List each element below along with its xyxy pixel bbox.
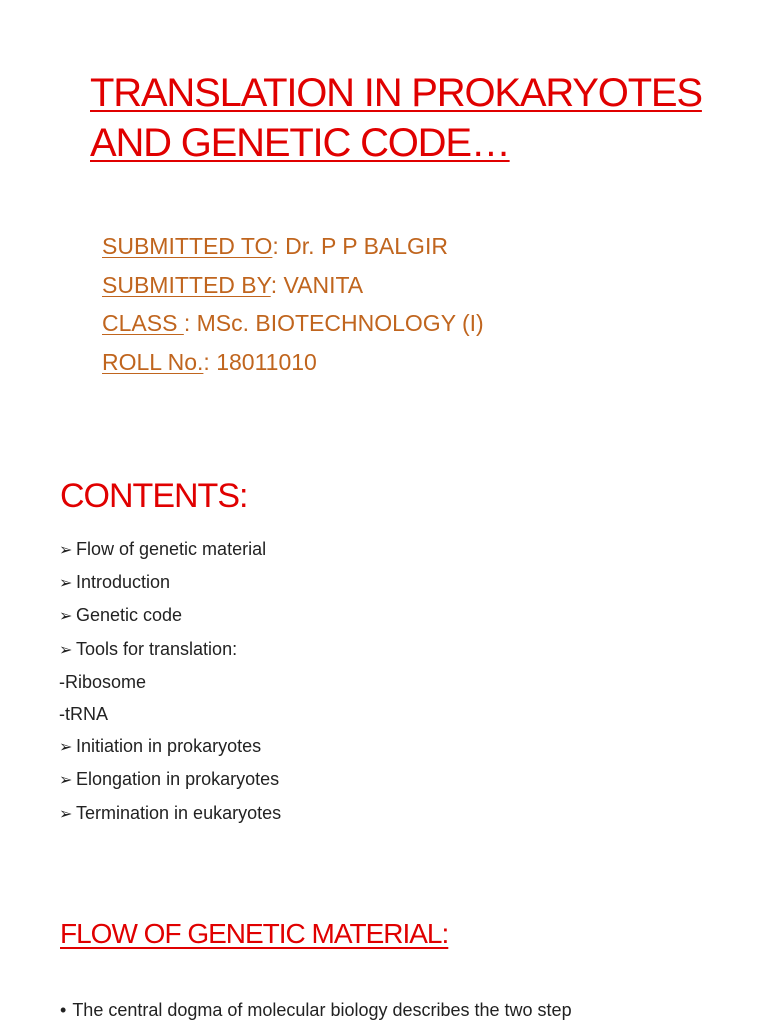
contents-item-text: -Ribosome (59, 671, 147, 692)
submitted-by-value: : VANITA (270, 271, 364, 298)
contents-subitem (59, 698, 281, 730)
contents-heading: CONTENTS: (60, 477, 248, 515)
contents-item (59, 730, 281, 763)
roll-no-label: ROLL No. (102, 348, 204, 375)
arrow-bullet-icon: ➢ (59, 540, 73, 559)
contents-item (59, 599, 281, 632)
submitted-by-label: SUBMITTED BY (102, 271, 271, 298)
class-row (102, 304, 484, 343)
contents-item (59, 533, 281, 566)
title-line-1: TRANSLATION IN PROKARYOTES (90, 71, 702, 115)
arrow-bullet-icon: ➢ (59, 803, 73, 823)
submitted-to-row (102, 227, 484, 266)
arrow-bullet-icon: ➢ (59, 573, 73, 593)
contents-item-text: Genetic code (76, 605, 183, 626)
contents-item-text: -tRNA (59, 704, 108, 725)
class-value: : MSc. BIOTECHNOLOGY (I) (183, 310, 484, 336)
roll-no-row (102, 343, 484, 382)
submitted-to-label: SUBMITTED TO (102, 233, 273, 259)
contents-item (59, 566, 281, 599)
contents-item (59, 763, 281, 796)
section-heading: FLOW OF GENETIC MATERIAL: (60, 918, 449, 949)
contents-subitem (59, 666, 281, 698)
document-title (90, 68, 750, 168)
submitted-to-value: : Dr. P P BALGIR (272, 233, 448, 259)
bullet-icon: • (60, 1000, 67, 1020)
contents-item-text: Flow of genetic material (76, 539, 267, 559)
contents-item-text: Initiation in prokaryotes (76, 736, 262, 757)
contents-item-text: Introduction (76, 572, 171, 593)
submission-details (102, 227, 484, 381)
contents-list (59, 533, 281, 830)
roll-no-value: : 18011010 (203, 348, 317, 375)
arrow-bullet-icon: ➢ (59, 770, 73, 790)
section-paragraph (60, 996, 572, 1024)
contents-item-text: Termination in eukaryotes (76, 802, 282, 823)
contents-item (59, 633, 281, 666)
contents-item-text: Elongation in prokaryotes (76, 769, 280, 790)
submitted-by-row (102, 266, 484, 305)
section-paragraph-text: The central dogma of molecular biology describes the two step (72, 1000, 572, 1020)
class-label: CLASS (102, 310, 184, 336)
contents-item-text: Tools for translation: (76, 638, 238, 659)
title-line-2: AND GENETIC CODE… (90, 121, 510, 165)
arrow-bullet-icon: ➢ (59, 639, 73, 659)
arrow-bullet-icon: ➢ (59, 606, 73, 626)
arrow-bullet-icon: ➢ (59, 737, 73, 757)
contents-item (59, 797, 281, 830)
